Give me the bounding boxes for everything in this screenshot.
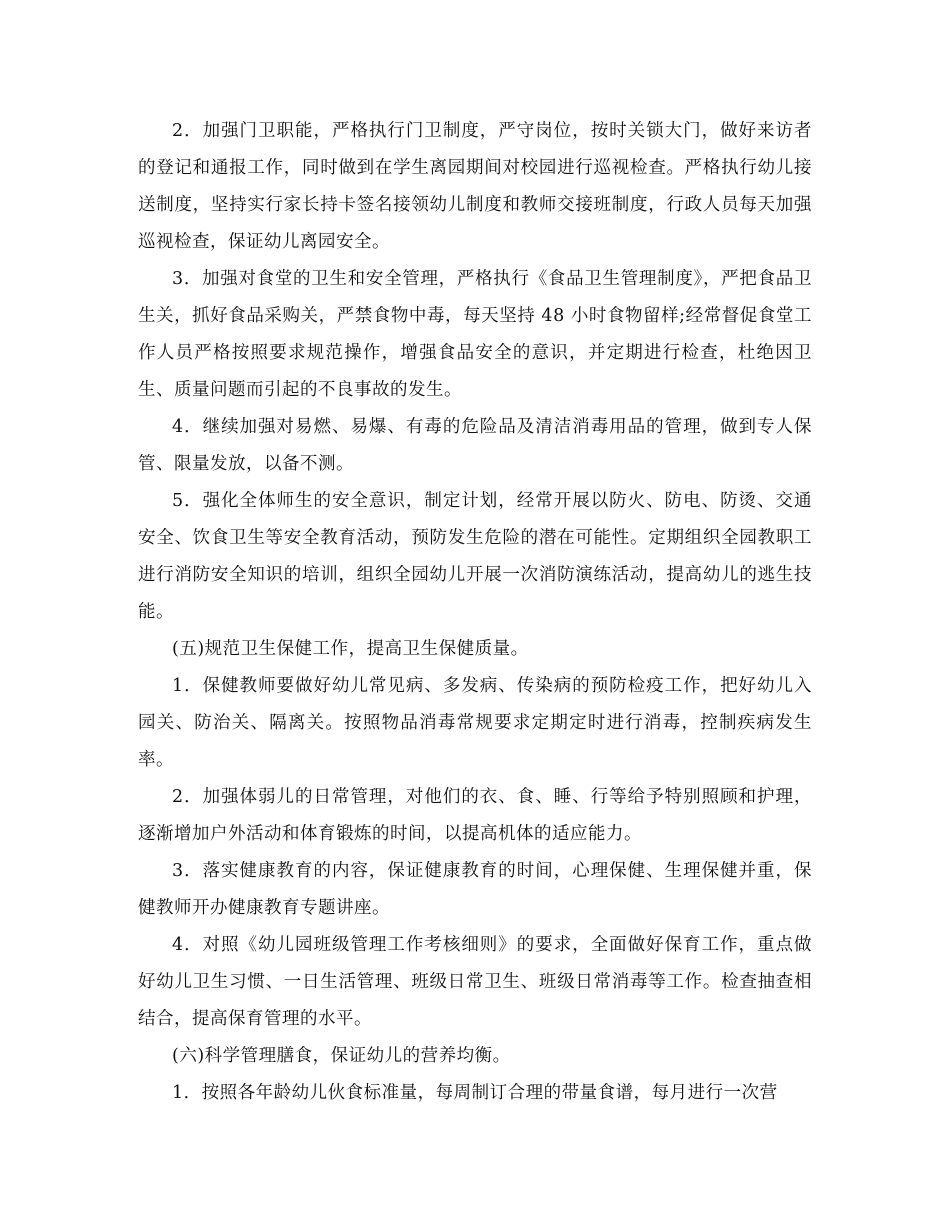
section-heading-diet-management: (六)科学管理膳食，保证幼儿的营养均衡。 xyxy=(172,1046,511,1066)
paragraph-class-management: 4．对照《幼儿园班级管理工作考核细则》的要求，全面做好保育工作，重点做好幼儿卫生习惯、一日生活管理、班级日常卫生、班级日常消毒等工作。检查抽查相结合，提高保育管理的水平。 xyxy=(138,935,812,1029)
paragraph-safety-awareness: 5．强化全体师生的安全意识，制定计划，经常开展以防火、防电、防烫、交通安全、饮食卫生等安全教育活动，预防发生危险的潜在可能性。定期组织全园教职工进行消防安全知识的培训，组织全园幼儿开展一次消防演练活动，提高幼儿的逃生技能。 xyxy=(138,491,812,622)
document-body xyxy=(138,113,812,1112)
paragraph-health-education: 3．落实健康教育的内容，保证健康教育的时间，心理保健、生理保健并重，保健教师开办健康教育专题讲座。 xyxy=(138,861,812,918)
paragraph-hazardous-goods: 4．继续加强对易燃、易爆、有毒的危险品及清洁消毒用品的管理，做到专人保管、限量发放，以备不测。 xyxy=(138,417,812,474)
section-heading-health-care: (五)规范卫生保健工作，提高卫生保健质量。 xyxy=(172,639,529,659)
paragraph-disease-prevention: 1．保健教师要做好幼儿常见病、多发病、传染病的预防检疫工作，把好幼儿入园关、防治关、隔离关。按照物品消毒常规要求定期定时进行消毒，控制疾病发生率。 xyxy=(138,676,812,770)
paragraph-weak-children-care: 2．加强体弱儿的日常管理，对他们的衣、食、睡、行等给予特别照顾和护理，逐渐增加户外活动和体育锻炼的时间，以提高机体的适应能力。 xyxy=(138,787,812,844)
paragraph-canteen-safety: 3．加强对食堂的卫生和安全管理，严格执行《食品卫生管理制度》，严把食品卫生关，抓好食品采购关，严禁食物中毒，每天坚持 48 小时食物留样;经常督促食堂工作人员严格按照要求规范操作，增强食品安全的意识，并定期进行检查，杜绝因卫生、质量问题而引起的不良事故的发生。 xyxy=(138,269,812,400)
paragraph-gate-security: 2．加强门卫职能，严格执行门卫制度，严守岗位，按时关锁大门，做好来访者的登记和通报工作，同时做到在学生离园期间对校园进行巡视检查。严格执行幼儿接送制度，坚持实行家长持卡签名接领幼儿制度和教师交接班制度，行政人员每天加强巡视检查，保证幼儿离园安全。 xyxy=(138,121,812,252)
paragraph-meal-planning: 1．按照各年龄幼儿伙食标准量，每周制订合理的带量食谱，每月进行一次营 xyxy=(172,1083,778,1103)
